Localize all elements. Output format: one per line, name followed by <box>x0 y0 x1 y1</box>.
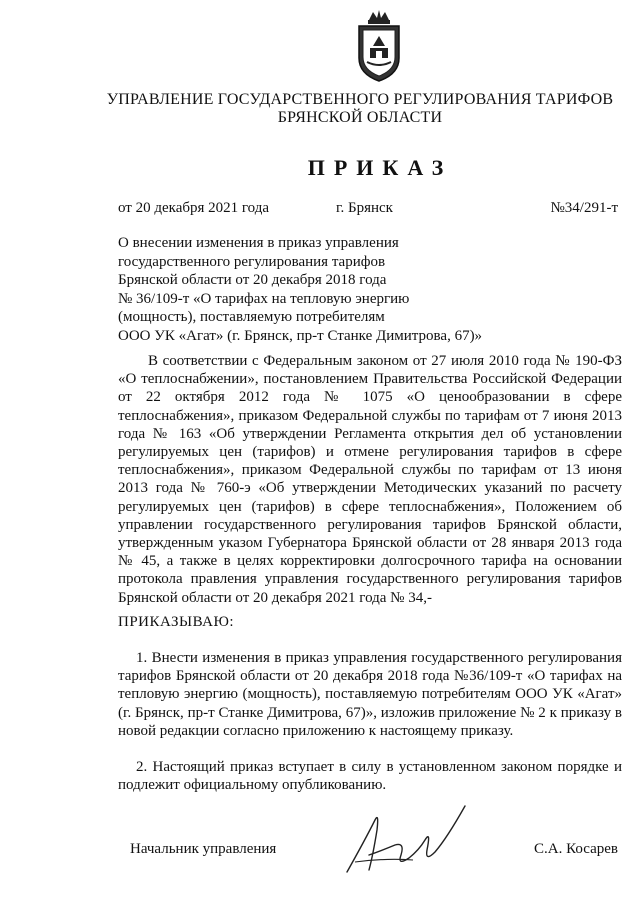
organization-region: БРЯНСКОЙ ОБЛАСТИ <box>277 109 443 126</box>
preamble-paragraph: В соответствии с Федеральным законом от 27 июля 2010 года № 190-ФЗ «О теплоснабжении», постановлением Правительства Российской Федерации от 22 октября 2012 года № 1075 «О ценообразовании в сфере теплоснабжения», приказом Федеральной службы по тарифам от 7 июня 2013 года № 163 «Об утверждении Регламента открытия дел об установлении регулируемых цен (тарифов) и отмене регулирования тарифов в сфере теплоснабжения», приказом Федеральной службы по тарифам от 13 июня 2013 года № 760-э «Об утверждении Методических указаний по расчету регулируемых цен (тарифов) в сфере теплоснабжения», Положением об управлении государственного регулирования тарифов Брянской области, утвержденным указом Губернатора Брянской области от 28 января 2013 года № 45, а также в целях корректировки долгосрочного тарифа на основании протокола правления управления государственного регулирования тарифов Брянской области от 20 декабря 2021 года № 34,- <box>118 353 622 606</box>
subject-line: № 36/109-т «О тарифах на тепловую энергию <box>118 290 410 307</box>
document-number: №34/291-т <box>550 200 618 216</box>
document-date: от 20 декабря 2021 года <box>118 200 270 216</box>
order-item-1: 1. Внести изменения в приказ управления государственного регулирования тарифов Брянской области от 20 декабря 2018 года №36/109-т «О тарифах на тепловую энергию (мощность), поставляемую потребителям ООО УК «Агат» (г. Брянск, пр-т Станке Димитрова, 67)», изложив приложение № 2 к приказу в новой редакции согласно приложению к настоящему приказу. <box>118 650 622 739</box>
document-title: ПРИКАЗ <box>307 155 453 180</box>
handwritten-signature <box>335 800 475 880</box>
organization-name: УПРАВЛЕНИЕ ГОСУДАРСТВЕННОГО РЕГУЛИРОВАНИЯ ТАРИФОВ <box>106 91 614 108</box>
order-word: ПРИКАЗЫВАЮ: <box>118 614 235 630</box>
subject-line: Брянской области от 20 декабря 2018 года <box>118 272 387 288</box>
signatory-position: Начальник управления <box>130 841 277 857</box>
document-subject <box>118 234 518 345</box>
document-city: г. Брянск <box>336 200 393 216</box>
subject-line: ООО УК «Агат» (г. Брянск, пр-т Станке Димитрова, 67)» <box>118 327 483 344</box>
subject-line: государственного регулирования тарифов <box>118 253 386 270</box>
subject-line: О внесении изменения в приказ управления <box>118 235 399 251</box>
subject-line: (мощность), поставляемую потребителям <box>118 309 385 325</box>
order-item-2: 2. Настоящий приказ вступает в силу в установленном законом порядке и подлежит официальному опубликованию. <box>118 759 622 794</box>
coat-of-arms-icon <box>353 6 405 84</box>
signatory-name: С.А. Косарев <box>534 841 618 857</box>
